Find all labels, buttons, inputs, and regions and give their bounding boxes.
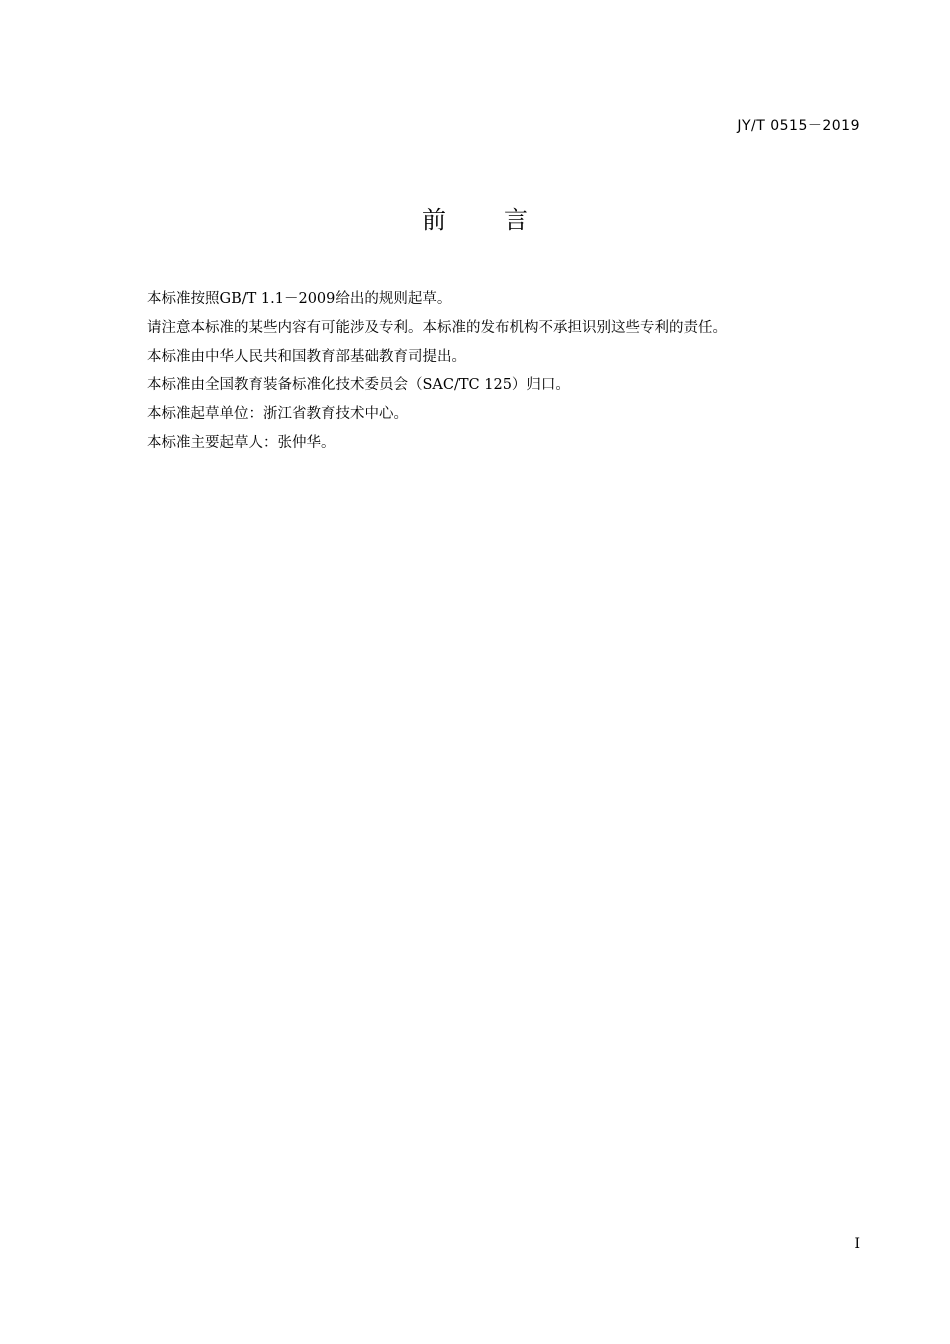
foreword-paragraph: 本标准由全国教育装备标准化技术委员会（SAC/TC 125）归口。 [147,377,570,394]
foreword-paragraph: 本标准按照GB/T 1.1－2009给出的规则起草。 [147,291,452,307]
page-title: 前言 [422,206,586,234]
standard-code: JY/T 0515－2019 [737,118,860,134]
foreword-paragraph: 本标准起草单位：浙江省教育技术中心。 [147,406,408,423]
foreword-paragraph: 请注意本标准的某些内容有可能涉及专利。本标准的发布机构不承担识别这些专利的责任。 [147,319,727,336]
foreword-body [147,285,867,458]
page-number: I [854,1236,860,1252]
foreword-paragraph: 本标准由中华人民共和国教育部基础教育司提出。 [147,348,466,365]
foreword-paragraph: 本标准主要起草人：张仲华。 [147,434,336,451]
